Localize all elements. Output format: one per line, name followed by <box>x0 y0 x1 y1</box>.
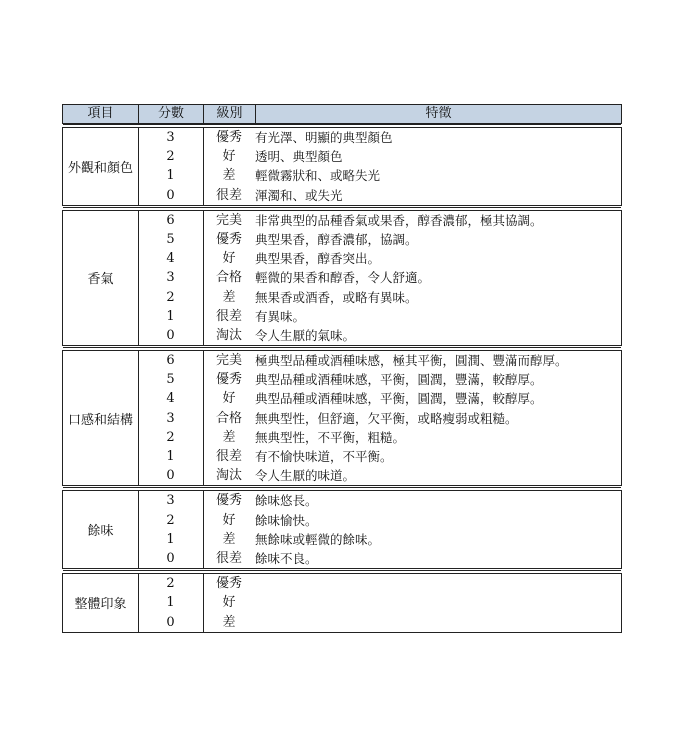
table-row <box>63 166 621 185</box>
feature-cell: 典型品種或酒種味感，平衡，圓潤，豐滿，較醇厚。 <box>255 372 543 388</box>
table-row <box>63 186 621 205</box>
score-cell: 0 <box>166 468 175 484</box>
score-cell: 5 <box>166 231 175 247</box>
score-cell: 2 <box>166 149 175 165</box>
table-row <box>63 370 621 389</box>
score-cell: 5 <box>166 372 175 388</box>
table-row <box>63 326 621 345</box>
score-cell: 2 <box>166 289 175 305</box>
score-cell: 6 <box>166 212 175 228</box>
level-cell: 好 <box>222 149 236 165</box>
score-cell: 3 <box>166 130 175 145</box>
group-name: 外觀和顏色 <box>67 160 133 176</box>
level-cell: 優秀 <box>215 372 242 388</box>
level-cell: 差 <box>222 531 236 547</box>
score-cell: 0 <box>166 550 175 566</box>
feature-cell: 無餘味或輕微的餘味。 <box>255 531 381 547</box>
group-divider <box>63 570 621 571</box>
score-cell: 1 <box>166 168 175 184</box>
feature-cell: 典型果香，醇香突出。 <box>255 251 381 267</box>
table-row <box>63 351 621 370</box>
level-cell: 很差 <box>215 308 242 324</box>
table-row <box>63 428 621 447</box>
score-cell: 4 <box>166 391 175 407</box>
feature-cell: 餘味不良。 <box>255 550 318 566</box>
group-name: 口感和結構 <box>67 412 133 428</box>
score-cell: 0 <box>166 327 175 343</box>
feature-cell: 極典型品種或酒種味感，極其平衡，圓潤、豐滿而醇厚。 <box>255 353 568 369</box>
table-row <box>63 491 621 510</box>
group-divider <box>63 207 621 208</box>
level-cell: 優秀 <box>215 576 242 592</box>
group-divider <box>63 487 621 488</box>
score-cell: 4 <box>166 251 175 267</box>
table-group <box>62 127 622 206</box>
level-cell: 很差 <box>215 550 242 566</box>
table-row <box>63 211 621 230</box>
header-level: 級別 <box>204 105 256 123</box>
score-cell: 3 <box>166 270 175 286</box>
table-row <box>63 128 621 147</box>
feature-cell: 餘味悠長。 <box>255 493 318 509</box>
level-cell: 優秀 <box>215 231 242 247</box>
table-group <box>62 490 622 569</box>
header-feature: 特徵 <box>425 106 452 121</box>
table-row <box>63 549 621 568</box>
feature-cell: 有異味。 <box>255 308 306 324</box>
table-row <box>63 574 621 593</box>
feature-cell: 渾濁和、或失光 <box>255 187 343 203</box>
level-cell: 差 <box>222 289 236 305</box>
level-cell: 合格 <box>215 270 242 286</box>
level-cell: 很差 <box>215 187 242 203</box>
table-row <box>63 147 621 166</box>
score-cell: 0 <box>166 614 175 630</box>
level-cell: 完美 <box>215 212 242 228</box>
feature-cell: 典型品種或酒種味感，平衡，圓潤，豐滿，較醇厚。 <box>255 391 543 407</box>
feature-cell: 無典型性，不平衡，粗糙。 <box>255 429 406 445</box>
level-cell: 好 <box>222 512 236 528</box>
score-cell: 3 <box>166 493 175 509</box>
table-row <box>63 249 621 268</box>
level-cell: 差 <box>222 614 236 630</box>
feature-cell: 有不愉快味道，不平衡。 <box>255 449 393 464</box>
score-cell: 1 <box>166 308 175 324</box>
level-cell: 好 <box>222 391 236 407</box>
table-row <box>63 511 621 530</box>
feature-cell: 輕微的果香和醇香，令人舒適。 <box>255 270 431 286</box>
table-row <box>63 409 621 428</box>
score-cell: 2 <box>166 512 175 528</box>
score-cell: 2 <box>166 429 175 445</box>
table-group <box>62 573 622 633</box>
feature-cell: 透明、典型顏色 <box>255 149 343 165</box>
score-cell: 2 <box>166 576 175 592</box>
group-name: 整體印象 <box>74 597 127 613</box>
group-name: 餘味 <box>87 524 114 540</box>
scoring-table <box>62 104 622 633</box>
level-cell: 差 <box>222 429 236 445</box>
table-row <box>63 288 621 307</box>
score-cell: 0 <box>166 187 175 203</box>
level-cell: 淘汰 <box>215 327 242 343</box>
level-cell: 好 <box>222 595 236 611</box>
group-divider <box>63 347 621 348</box>
feature-cell: 典型果香，醇香濃郁，協調。 <box>255 231 418 247</box>
score-cell: 6 <box>166 353 175 369</box>
feature-cell: 非常典型的品種香氣或果香，醇香濃郁，極其協調。 <box>255 212 543 228</box>
score-cell: 1 <box>166 531 175 547</box>
table-row <box>63 268 621 287</box>
level-cell: 很差 <box>215 449 242 464</box>
score-cell: 1 <box>166 449 175 464</box>
group-name: 香氣 <box>87 272 114 288</box>
score-cell: 1 <box>166 595 175 611</box>
table-row <box>63 613 621 632</box>
level-cell: 優秀 <box>215 130 242 145</box>
score-cell: 3 <box>166 410 175 426</box>
table-header <box>62 104 622 124</box>
feature-cell: 餘味愉快。 <box>255 512 318 528</box>
header-item: 項目 <box>63 105 139 123</box>
feature-cell: 無果香或酒香，或略有異味。 <box>255 289 418 305</box>
table-row <box>63 230 621 249</box>
group-divider <box>63 124 621 125</box>
level-cell: 優秀 <box>215 493 242 509</box>
feature-cell: 輕微霧狀和、或略失光 <box>255 168 381 184</box>
table-group <box>62 350 622 486</box>
table-row <box>63 466 621 485</box>
table-row <box>63 530 621 549</box>
level-cell: 完美 <box>215 353 242 369</box>
feature-cell: 無典型性，但舒適，欠平衡，或略瘦弱或粗糙。 <box>255 410 518 426</box>
level-cell: 合格 <box>215 410 242 426</box>
table-group <box>62 210 622 346</box>
table-row <box>63 447 621 466</box>
table-body <box>62 127 622 633</box>
table-row <box>63 307 621 326</box>
level-cell: 好 <box>222 251 236 267</box>
table-row <box>63 593 621 612</box>
level-cell: 淘汰 <box>215 468 242 484</box>
table-row <box>63 389 621 408</box>
feature-cell: 令人生厭的氣味。 <box>255 327 356 343</box>
level-cell: 差 <box>222 168 236 184</box>
feature-cell: 有光澤、明顯的典型顏色 <box>255 130 393 145</box>
feature-cell: 令人生厭的味道。 <box>255 468 356 484</box>
header-score: 分數 <box>139 105 204 123</box>
